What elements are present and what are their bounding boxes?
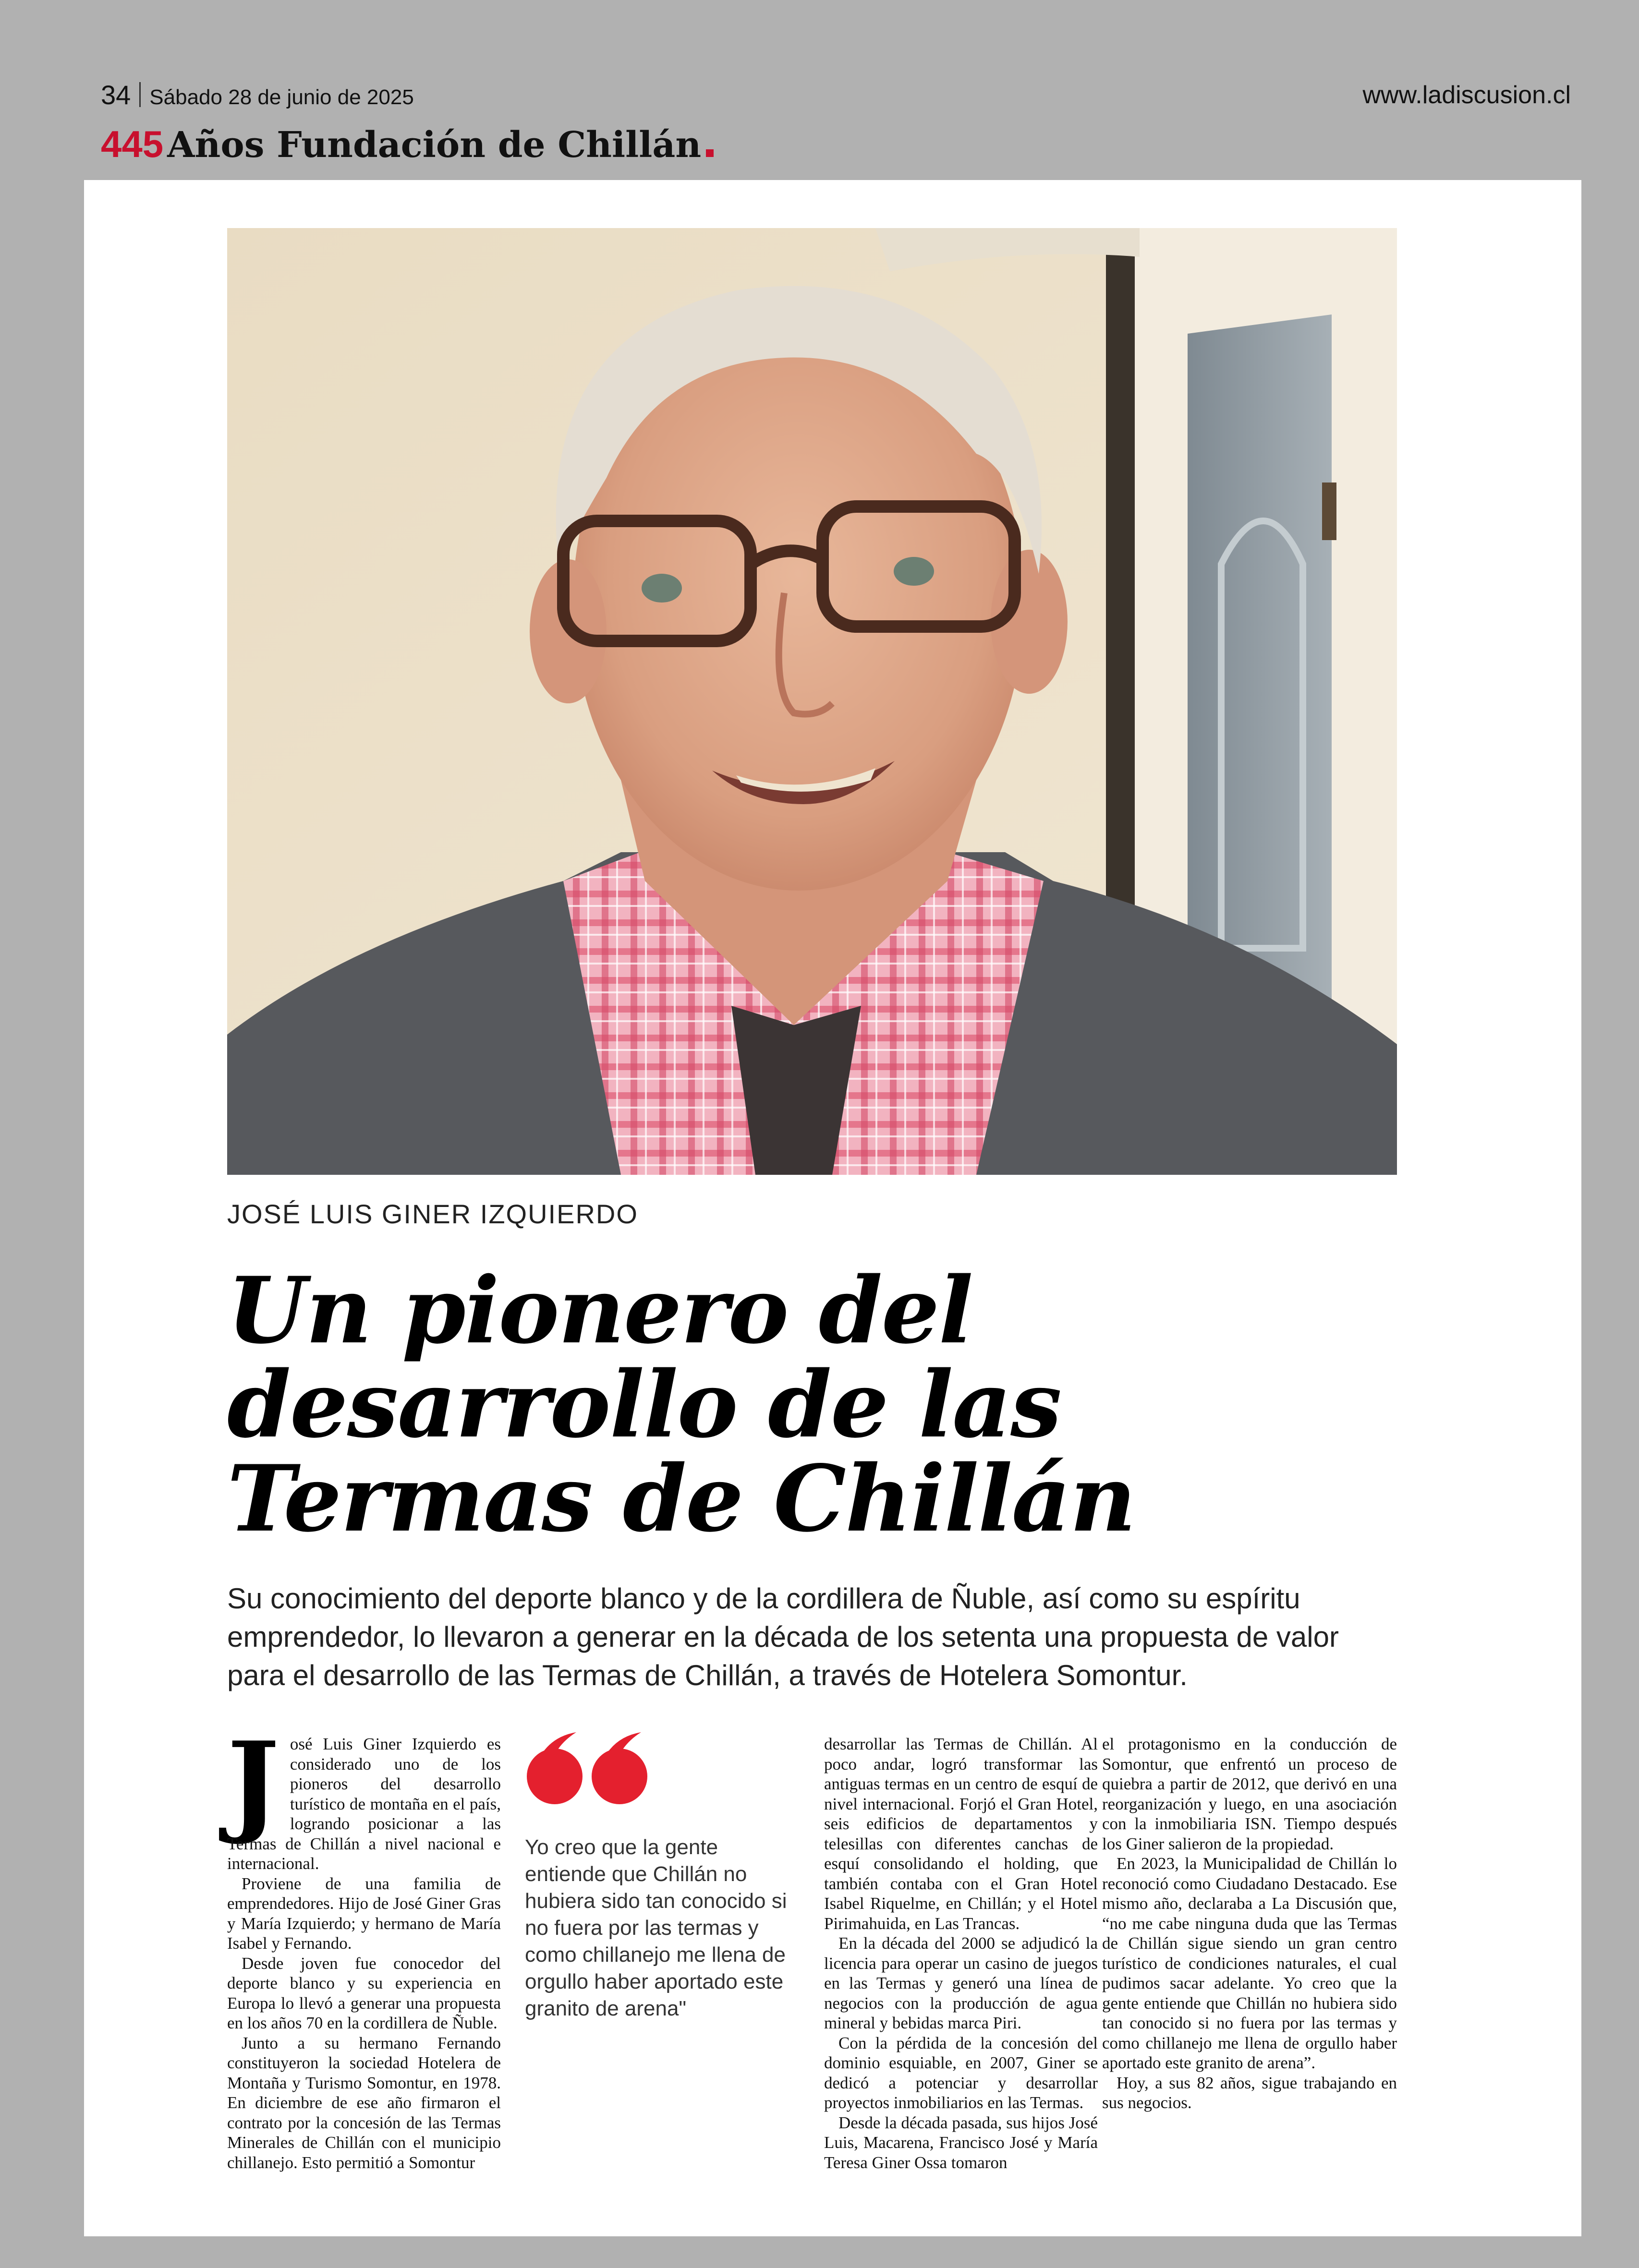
body-paragraph: desarrollar las Termas de Chillán. Al poco andar, logró transformar las antiguas termas en un centro de esquí de nivel internacional. Forjó el Gran Hotel, seis edificios de departamentos y telesillas con diferentes canchas de esquí consolidando el holding, que también contaba con el Gran Hotel Isabel Riquelme, en Chillán; y el Hotel Pirimahuida, en Las Trancas. <box>824 1735 1098 1933</box>
body-paragraph: osé Luis Giner Izquierdo es considerado uno de los pioneros del desarrollo turístico de montaña en el país, logrando posicionar a las Termas de Chillán a nivel nacional e internacional. <box>227 1735 501 1873</box>
article-headline <box>227 1257 1380 1552</box>
headline-line-3: Termas de Chillán <box>227 1445 1135 1552</box>
body-paragraph: Desde la década pasada, sus hijos José Luis, Macarena, Francisco José y María Teresa Giner Ossa tomaron <box>824 2113 1098 2172</box>
section-number: 445 <box>101 123 164 165</box>
body-paragraph: Con la pérdida de la concesión del dominio esquiable, en 2007, Giner se dedicó a potenciar y desarrollar proyectos inmobiliarios en las Termas. <box>824 2033 1098 2112</box>
body-paragraph: Desde joven fue conocedor del deporte blanco y su experiencia en Europa lo llevó a generar una propuesta en los años 70 en la cordillera de Ñuble. <box>227 1954 501 2032</box>
portrait-photo-illustration <box>227 228 1397 1175</box>
page-number: 34 <box>101 80 131 110</box>
quote-mark-icon <box>523 1728 658 1805</box>
body-paragraph: Proviene de una familia de emprendedores. Hijo de José Giner Gras y María Izquierdo; y hermano de María Isabel y Fernando. <box>227 1874 501 1953</box>
article-kicker: JOSÉ LUIS GINER IZQUIERDO <box>227 1199 638 1229</box>
body-column-4 <box>1102 1734 1397 2113</box>
body-column-3 <box>824 1734 1098 2172</box>
section-banner <box>101 122 714 166</box>
section-dot-icon <box>706 149 714 157</box>
page-header <box>101 79 414 113</box>
body-paragraph: En la década del 2000 se adjudicó la licencia para operar un casino de juegos en las Termas y generó una línea de negocios con la producción de agua mineral y bebidas marca Piri. <box>824 1934 1098 2032</box>
issue-date: Sábado 28 de junio de 2025 <box>149 85 414 109</box>
body-column-1 <box>227 1718 501 2172</box>
website-link[interactable]: www.ladiscusion.cl <box>1362 81 1571 109</box>
body-paragraph: Junto a su hermano Fernando constituyeron la sociedad Hotelera de Montaña y Turismo Somontur, en 1978. En diciembre de ese año firmaron el contrato por la concesión de las Termas Minerales de Chillán con el municipio chillanejo. Esto permitió a Somontur <box>227 2033 501 2172</box>
headline-line-1: Un pionero del <box>227 1257 972 1364</box>
section-title: Años Fundación de Chillán <box>167 124 702 166</box>
body-paragraph: Hoy, a sus 82 años, sigue trabajando en sus negocios. <box>1102 2073 1397 2112</box>
body-paragraph: el protagonismo en la conducción de Somontur, que enfrentó un proceso de quiebra a partir de 2012, que derivó en una reorganización y luego, en una asociación con la inmobiliaria ISN. Tiempo después los Giner salieron de la propiedad. <box>1102 1735 1397 1853</box>
pull-quote: Yo creo que la gente entiende que Chillán no hubiera sido tan conocido si no fuera por las termas y como chillanejo me llena de orgullo haber aportado este granito de arena" <box>525 1835 787 2020</box>
drop-cap: J <box>227 1718 279 1847</box>
header-divider <box>139 82 141 107</box>
portrait-photo <box>227 228 1397 1175</box>
article-dek: Su conocimiento del deporte blanco y de la cordillera de Ñuble, así como su espíritu emprendedor, lo llevaron a generar en la década de los setenta una propuesta de valor para el desarrollo de las Termas de Chillán, a través de Hotelera Somontur. <box>227 1582 1339 1691</box>
body-paragraph: En 2023, la Municipalidad de Chillán lo reconoció como Ciudadano Destacado. Ese mismo año, declaraba a La Discusión que, “no me cabe ninguna duda que las Termas de Chillán sigue siendo un gran centro turístico de condiciones naturales, el cual pudimos sacar adelante. Yo creo que la gente entiende que Chillán no hubiera sido tan conocido si no fuera por las termas y como chillanejo me llena de orgullo haber aportado este granito de arena”. <box>1102 1854 1397 2072</box>
headline-line-2: desarrollo de las <box>227 1351 1061 1458</box>
